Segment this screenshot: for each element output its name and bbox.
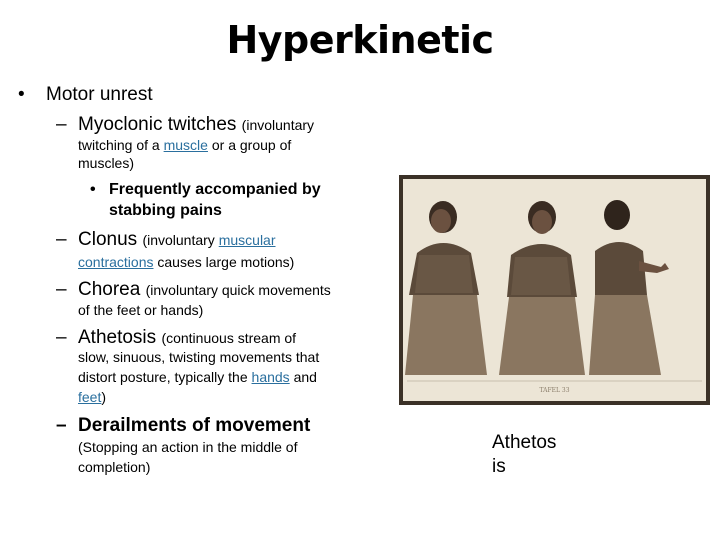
derailments-line2: (Stopping an action in the middle of [78, 439, 298, 455]
contractions-link[interactable]: contractions [78, 254, 154, 270]
athetosis-line3 [78, 369, 317, 385]
myoclonic-item [78, 114, 314, 136]
athetosis-item [78, 327, 296, 349]
athetosis-line4-post: ) [101, 389, 107, 405]
side-text-line2: is [492, 456, 506, 477]
feet-link[interactable]: feet [78, 389, 102, 405]
clonus-paren: (involuntary [142, 232, 219, 248]
derailments-line3: completion) [78, 459, 151, 475]
derailments-term: Derailments of movement [78, 415, 311, 436]
athetosis-photograph [399, 175, 710, 405]
athetosis-line3-pre: distort posture, typically the [78, 369, 252, 385]
clonus-item [78, 229, 276, 251]
dash-clonus: – [56, 229, 67, 250]
clonus-line2 [78, 254, 294, 270]
photo-caption: TAFEL 33 [539, 387, 570, 394]
myoclonic-line2-post: or a group of [207, 137, 292, 153]
subbullet-line1: Frequently accompanied by [109, 181, 321, 198]
athetosis-line3-post: and [289, 369, 317, 385]
dash-athetosis: – [56, 327, 67, 348]
myoclonic-line3: muscles) [78, 155, 135, 171]
chorea-paren: (involuntary quick movements [145, 282, 331, 298]
clonus-line2-post: causes large motions) [153, 254, 295, 270]
clonus-term: Clonus [78, 229, 138, 250]
dash-chorea: – [56, 279, 67, 300]
athetosis-line2: slow, sinuous, twisting movements that [78, 349, 320, 365]
side-text-line1: Athetos [492, 432, 557, 453]
chorea-item [78, 279, 331, 301]
chorea-line2: of the feet or hands) [78, 302, 204, 318]
slide-title: Hyperkinetic [226, 18, 494, 62]
muscle-link[interactable]: muscle [163, 137, 208, 153]
athetosis-term: Athetosis [78, 327, 157, 348]
myoclonic-term: Myoclonic twitches [78, 114, 237, 135]
dash-derailments: – [56, 415, 67, 436]
athetosis-paren: (continuous stream of [161, 330, 297, 346]
bullet-motor-unrest: Motor unrest [46, 84, 153, 105]
muscular-link[interactable]: muscular [218, 232, 276, 248]
subbullet-marker: • [90, 181, 96, 198]
chorea-term: Chorea [78, 279, 141, 300]
bullet-marker: • [18, 84, 25, 105]
athetosis-line4 [78, 389, 106, 405]
myoclonic-line2-pre: twitching of a [78, 137, 164, 153]
hands-link[interactable]: hands [251, 369, 290, 385]
dash-myoclonic: – [56, 114, 67, 135]
photo-image [399, 175, 710, 405]
myoclonic-line2 [78, 137, 291, 153]
myoclonic-paren: (involuntary [241, 117, 315, 133]
subbullet-line2: stabbing pains [109, 202, 222, 219]
